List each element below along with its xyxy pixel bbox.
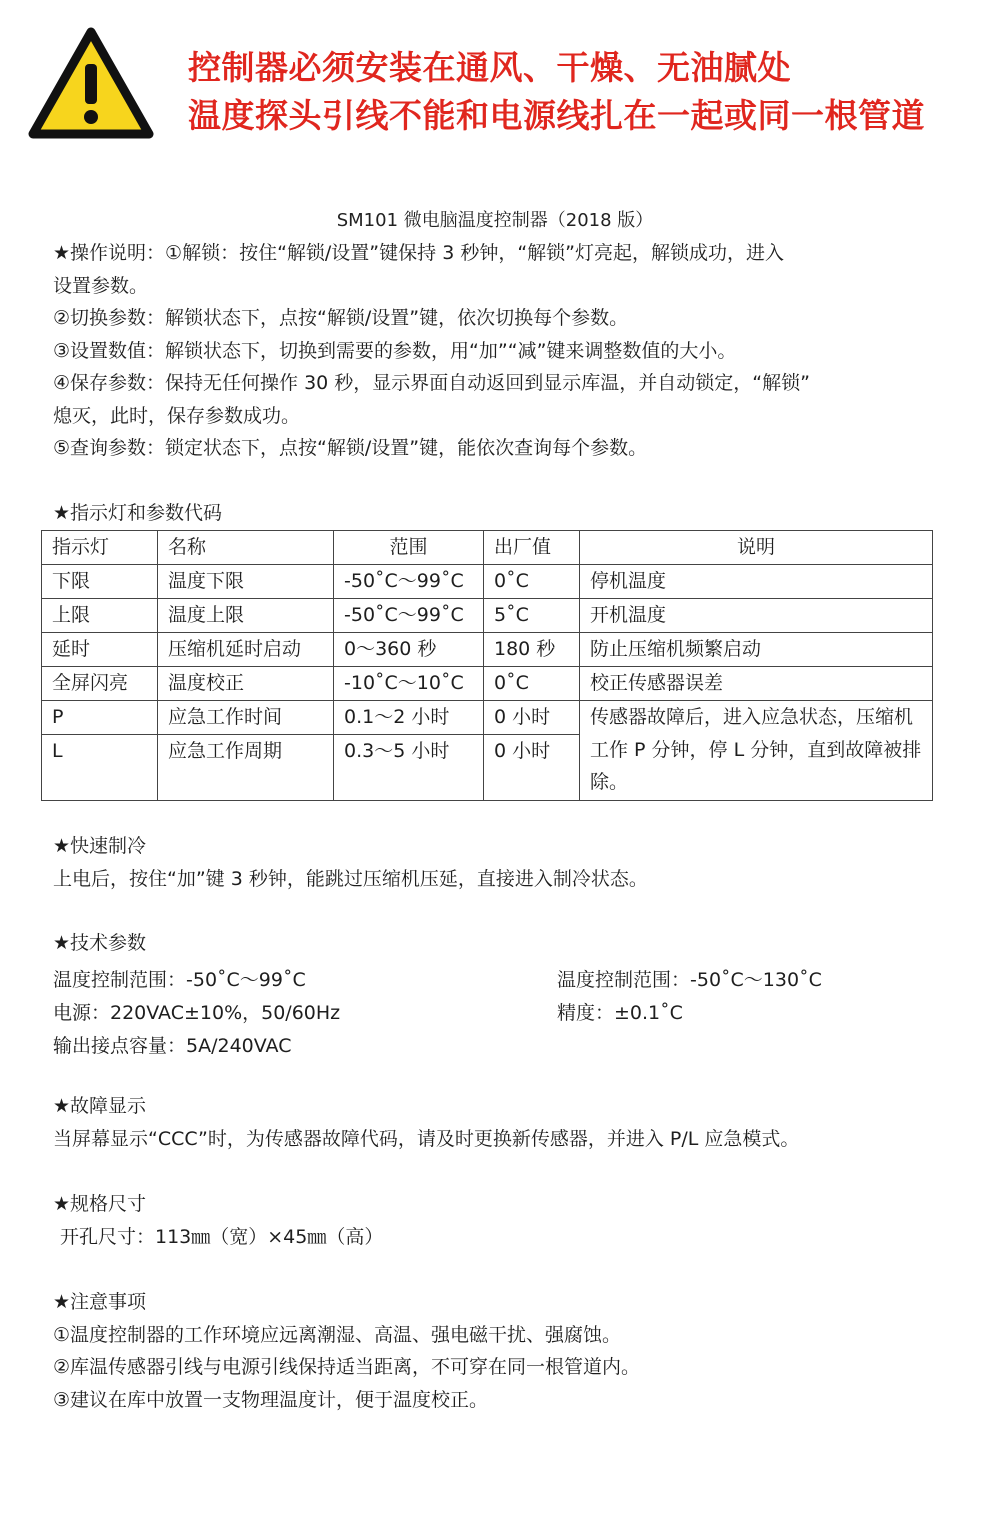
cell-name: 温度上限 [158,599,334,633]
operation-section [53,237,810,465]
cell-indicator: L [42,735,158,801]
warning-icon [27,26,155,142]
cell-range: 0～360 秒 [334,633,484,667]
fault-text: 当屏幕显示“CCC”时，为传感器故障代码，请及时更换新传感器，并进入 P/L 应急模式。 [53,1127,800,1150]
cell-range: 0.3～5 小时 [334,735,484,801]
cell-indicator: 全屏闪亮 [42,667,158,701]
table-row [42,667,933,701]
notes-item-1: ①温度控制器的工作环境应远离潮湿、高温、强电磁干扰、强腐蚀。 [53,1323,622,1346]
cell-indicator: 下限 [42,565,158,599]
warning-line-1: 控制器必须安装在通风、干燥、无油腻处 [188,48,791,87]
tech-temp-range-left: 温度控制范围：-50˚C～99˚C [53,969,306,991]
tech-heading: ★技术参数 [53,932,147,954]
cell-indicator: 上限 [42,599,158,633]
table-header-row [42,531,933,565]
cell-default: 180 秒 [484,633,580,667]
cell-description: 防止压缩机频繁启动 [580,633,933,667]
cell-description-emergency: 传感器故障后，进入应急状态，压缩机工作 P 分钟，停 L 分钟，直到故障被排除。 [580,701,933,801]
params-heading: ★指示灯和参数代码 [53,502,223,524]
cell-range: 0.1～2 小时 [334,701,484,735]
operation-step-1: ★操作说明：①解锁：按住“解锁/设置”键保持 3 秒钟，“解锁”灯亮起，解锁成功，进入 [53,242,785,264]
notes-item-2: ②库温传感器引线与电源引线保持适当距离，不可穿在同一根管道内。 [53,1356,641,1378]
table-row [42,701,933,735]
operation-step-4-cont: 熄灭，此时，保存参数成功。 [53,404,301,427]
cell-name: 应急工作时间 [158,701,334,735]
notes-section [53,1286,640,1416]
header-default: 出厂值 [484,531,580,565]
tech-precision: 精度：±0.1˚C [557,1002,683,1024]
document-title: SM101 微电脑温度控制器（2018 版） [336,210,654,231]
cell-name: 温度校正 [158,667,334,701]
size-text: 开孔尺寸：113㎜（宽）×45㎜（高） [60,1225,384,1248]
cell-default: 0˚C [484,565,580,599]
operation-step-4: ④保存参数：保持无任何操作 30 秒，显示界面自动返回到显示库温，并自动锁定，“解锁” [53,372,810,394]
cell-default: 0 小时 [484,735,580,801]
cell-description: 开机温度 [580,599,933,633]
quick-cool-section [53,830,648,895]
cell-name: 应急工作周期 [158,735,334,801]
cell-indicator: P [42,701,158,735]
cell-range: -10˚C～10˚C [334,667,484,701]
tech-power: 电源：220VAC±10%，50/60Hz [53,1002,341,1024]
cell-range: -50˚C～99˚C [334,565,484,599]
table-row [42,565,933,599]
header-indicator: 指示灯 [42,531,158,565]
fault-section [53,1090,799,1155]
operation-step-5: ⑤查询参数：锁定状态下，点按“解锁/设置”键，能依次查询每个参数。 [53,437,648,459]
notes-heading: ★注意事项 [53,1291,147,1313]
cell-indicator: 延时 [42,633,158,667]
cell-default: 0 小时 [484,701,580,735]
cell-range: -50˚C～99˚C [334,599,484,633]
table-row [42,633,933,667]
cell-default: 0˚C [484,667,580,701]
operation-step-3: ③设置数值：解锁状态下，切换到需要的参数，用“加”“减”键来调整数值的大小。 [53,339,737,362]
cell-description: 校正传感器误差 [580,667,933,701]
table-row [42,599,933,633]
cell-name: 温度下限 [158,565,334,599]
operation-step-1-cont: 设置参数。 [53,274,149,297]
quick-cool-heading: ★快速制冷 [53,835,147,857]
cell-description: 停机温度 [580,565,933,599]
fault-heading: ★故障显示 [53,1095,147,1117]
notes-item-3: ③建议在库中放置一支物理温度计，便于温度校正。 [53,1388,489,1411]
size-heading: ★规格尺寸 [53,1193,147,1215]
header-name: 名称 [158,531,334,565]
tech-output-capacity: 输出接点容量：5A/240VAC [53,1035,292,1057]
header-description: 说明 [580,531,933,565]
quick-cool-text: 上电后，按住“加”键 3 秒钟，能跳过压缩机压延，直接进入制冷状态。 [53,867,648,890]
tech-temp-range-right: 温度控制范围：-50˚C～130˚C [557,969,822,991]
params-table [41,530,933,801]
cell-default: 5˚C [484,599,580,633]
warning-line-2: 温度探头引线不能和电源线扎在一起或同一根管道 [188,96,925,135]
operation-step-2: ②切换参数：解锁状态下，点按“解锁/设置”键，依次切换每个参数。 [53,307,629,329]
cell-name: 压缩机延时启动 [158,633,334,667]
size-section [53,1188,383,1253]
header-range: 范围 [334,531,484,565]
